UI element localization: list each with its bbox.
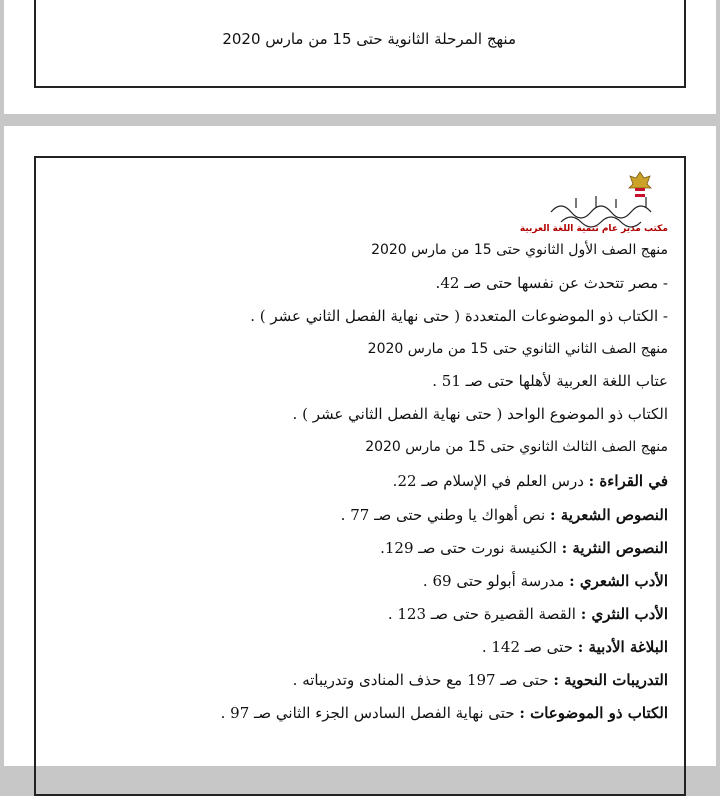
grade1-item: - الكتاب ذو الموضوعات المتعددة ( حتى نهاية الفصل الثاني عشر ) . xyxy=(250,307,668,325)
grade1-heading: منهج الصف الأول الثانوي حتى 15 من مارس 2020 xyxy=(371,242,668,258)
grade3-heading: منهج الصف الثالث الثانوي حتى 15 من مارس 2020 xyxy=(365,439,668,455)
item-text: الكنيسة نورت حتى صـ 129. xyxy=(380,539,562,557)
grade2-heading: منهج الصف الثاني الثانوي حتى 15 من مارس 2020 xyxy=(367,341,668,357)
item-label: التدريبات النحوية : xyxy=(553,671,668,689)
item-label: الأدب الشعري : xyxy=(569,572,668,590)
grade3-item xyxy=(380,539,668,557)
item-label: الأدب النثري : xyxy=(580,605,668,623)
grade3-item xyxy=(293,671,668,689)
page-1 xyxy=(4,0,716,114)
item-text: حتى صـ 142 . xyxy=(481,638,578,656)
item-text: حتى نهاية الفصل السادس الجزء الثاني صـ 97 . xyxy=(220,704,520,722)
item-label: البلاغة الأدبية : xyxy=(577,638,668,656)
grade3-item xyxy=(388,605,668,623)
item-text: مدرسة أبولو حتى 69 . xyxy=(422,572,570,590)
page-1-title: منهج المرحلة الثانوية حتى 15 من مارس 2020 xyxy=(222,30,516,48)
ministry-calligraphy xyxy=(551,196,651,227)
logo-caption: مكتب مدير عام تنمية اللغة العربية xyxy=(519,224,668,234)
item-label: في القراءة : xyxy=(588,472,668,490)
eagle-emblem-icon xyxy=(629,172,651,197)
grade3-item xyxy=(423,572,668,590)
grade3-item xyxy=(341,506,668,524)
page-2 xyxy=(4,126,716,766)
grade3-item xyxy=(482,638,668,656)
item-label: النصوص الشعرية : xyxy=(550,506,668,524)
grade3-item xyxy=(393,472,668,490)
item-text: القصة القصيرة حتى صـ 123 . xyxy=(387,605,581,623)
grade2-item: عتاب اللغة العربية لأهلها حتى صـ 51 . xyxy=(432,372,668,390)
item-text: حتى صـ 197 مع حذف المنادى وتدريباته . xyxy=(292,671,554,689)
item-label: الكتاب ذو الموضوعات : xyxy=(519,704,668,722)
item-label: النصوص النثرية : xyxy=(561,539,668,557)
grade3-item xyxy=(221,704,668,722)
item-text: درس العلم في الإسلام صـ 22. xyxy=(392,472,589,490)
grade2-item: الكتاب ذو الموضوع الواحد ( حتى نهاية الفصل الثاني عشر ) . xyxy=(292,405,668,423)
grade1-item: - مصر تتحدث عن نفسها حتى صـ 42. xyxy=(435,274,668,292)
item-text: نص أهواك يا وطني حتى صـ 77 . xyxy=(340,506,550,524)
